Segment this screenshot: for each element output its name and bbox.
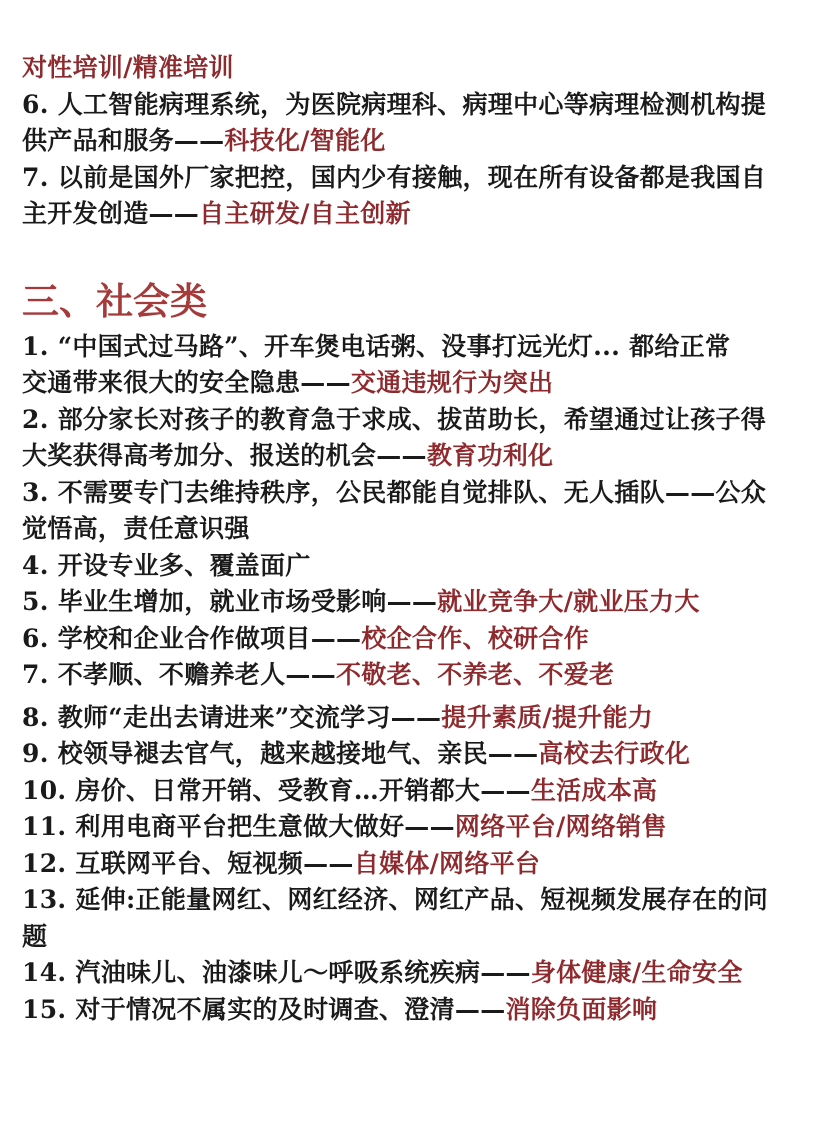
text-line: [22, 123, 812, 160]
text-line: [22, 992, 812, 1029]
text-line: [22, 700, 812, 737]
item-text: 4. 开设专业多、覆盖面广: [22, 550, 311, 580]
list-item: [22, 475, 812, 548]
highlight-keyword: 生活成本高: [530, 775, 658, 805]
list-item: [22, 329, 812, 402]
text-line: [22, 621, 812, 658]
item-text: 1. “中国式过马路”、开车煲电话粥、没事打远光灯... 都给正常: [22, 331, 731, 361]
list-item: [22, 773, 812, 810]
highlight-keyword: 校企合作、校研合作: [361, 623, 590, 653]
section-title: 三、社会类: [22, 278, 207, 323]
text-line: [22, 365, 812, 402]
highlight-keyword: 高校去行政化: [538, 739, 691, 768]
text-line: [22, 402, 812, 439]
highlight-keyword: 自主研发/自主创新: [199, 199, 411, 228]
item-text: 主开发创造——: [22, 199, 200, 228]
list-item: [22, 992, 812, 1029]
item-text: 7. 以前是国外厂家把控，国内少有接触，现在所有设备都是我国自: [22, 162, 767, 192]
item-text: 交通带来很大的安全隐患——: [22, 368, 351, 397]
list-item: [22, 87, 812, 160]
list-item: [22, 402, 812, 475]
item-text: 15. 对于情况不属实的及时调查、澄清——: [22, 994, 506, 1024]
highlight-keyword: 教育功利化: [426, 441, 554, 470]
item-text: 6. 学校和企业合作做项目——: [22, 623, 362, 653]
item-text: 觉悟高，责任意识强: [22, 514, 250, 543]
list-item: [22, 657, 812, 694]
list-item: [22, 809, 812, 846]
highlight-keyword: 科技化/智能化: [224, 126, 386, 155]
text-line: [22, 584, 812, 621]
highlight-keyword: 消除负面影响: [505, 994, 658, 1024]
document-page: [22, 50, 812, 1028]
text-line: [22, 955, 812, 992]
list-item: [22, 846, 812, 883]
highlight-keyword: 不敬老、不养老、不爱老: [336, 660, 615, 689]
item-text: 2. 部分家长对孩子的教育急于求成、拔苗助长，希望通过让孩子得: [22, 404, 767, 434]
item-text: 13. 延伸:正能量网红、网红经济、网红产品、短视频发展存在的问: [22, 885, 769, 914]
highlight-keyword: 网络平台/网络销售: [454, 812, 667, 841]
highlight-keyword: 对性培训/精准培训: [22, 53, 234, 82]
list-item: [22, 50, 812, 87]
top-list: [22, 50, 812, 233]
list-item: [22, 584, 812, 621]
text-line: [22, 773, 812, 810]
text-line: [22, 511, 812, 548]
item-text: 5. 毕业生增加，就业市场受影响——: [22, 587, 438, 616]
highlight-keyword: 交通违规行为突出: [350, 368, 554, 397]
highlight-keyword: 自媒体/网络平台: [353, 848, 541, 878]
list-item: [22, 548, 812, 585]
item-text: 14. 汽油味儿、油漆味儿～呼吸系统疾病——: [22, 958, 531, 987]
item-text: 大奖获得高考加分、报送的机会——: [22, 441, 427, 470]
text-line: [22, 329, 812, 366]
list-item: [22, 736, 812, 773]
highlight-keyword: 就业竞争大/就业压力大: [437, 587, 700, 616]
list-item: [22, 621, 812, 658]
list-item: [22, 160, 812, 233]
social-list: [22, 329, 812, 1029]
list-item: [22, 955, 812, 992]
text-line: [22, 846, 812, 883]
highlight-keyword: 提升素质/提升能力: [441, 702, 654, 732]
text-line: [22, 160, 812, 197]
text-line: [22, 438, 812, 475]
item-text: 6. 人工智能病理系统，为医院病理科、病理中心等病理检测机构提: [22, 89, 767, 119]
item-text: 11. 利用电商平台把生意做大做好——: [22, 812, 455, 841]
text-line: [22, 196, 812, 233]
text-line: [22, 475, 812, 512]
text-line: [22, 919, 812, 956]
item-text: 供产品和服务——: [22, 126, 225, 155]
item-text: 8. 教师“走出去请进来”交流学习——: [22, 702, 442, 732]
highlight-keyword: 身体健康/生命安全: [530, 958, 743, 987]
item-text: 题: [22, 921, 48, 951]
text-line: [22, 657, 812, 694]
text-line: [22, 87, 812, 124]
item-text: 12. 互联网平台、短视频——: [22, 848, 354, 878]
item-text: 3. 不需要专门去维持秩序，公民都能自觉排队、无人插队——公众: [22, 477, 767, 507]
item-text: 10. 房价、日常开销、受教育…开销都大——: [22, 775, 531, 805]
item-text: 9. 校领导褪去官气，越来越接地气、亲民——: [22, 739, 539, 768]
text-line: [22, 882, 812, 919]
list-item: [22, 882, 812, 955]
text-line: [22, 736, 812, 773]
item-text: 7. 不孝顺、不赡养老人——: [22, 660, 337, 689]
text-line: [22, 548, 812, 585]
list-item: [22, 700, 812, 737]
text-line: [22, 50, 812, 87]
text-line: [22, 809, 812, 846]
